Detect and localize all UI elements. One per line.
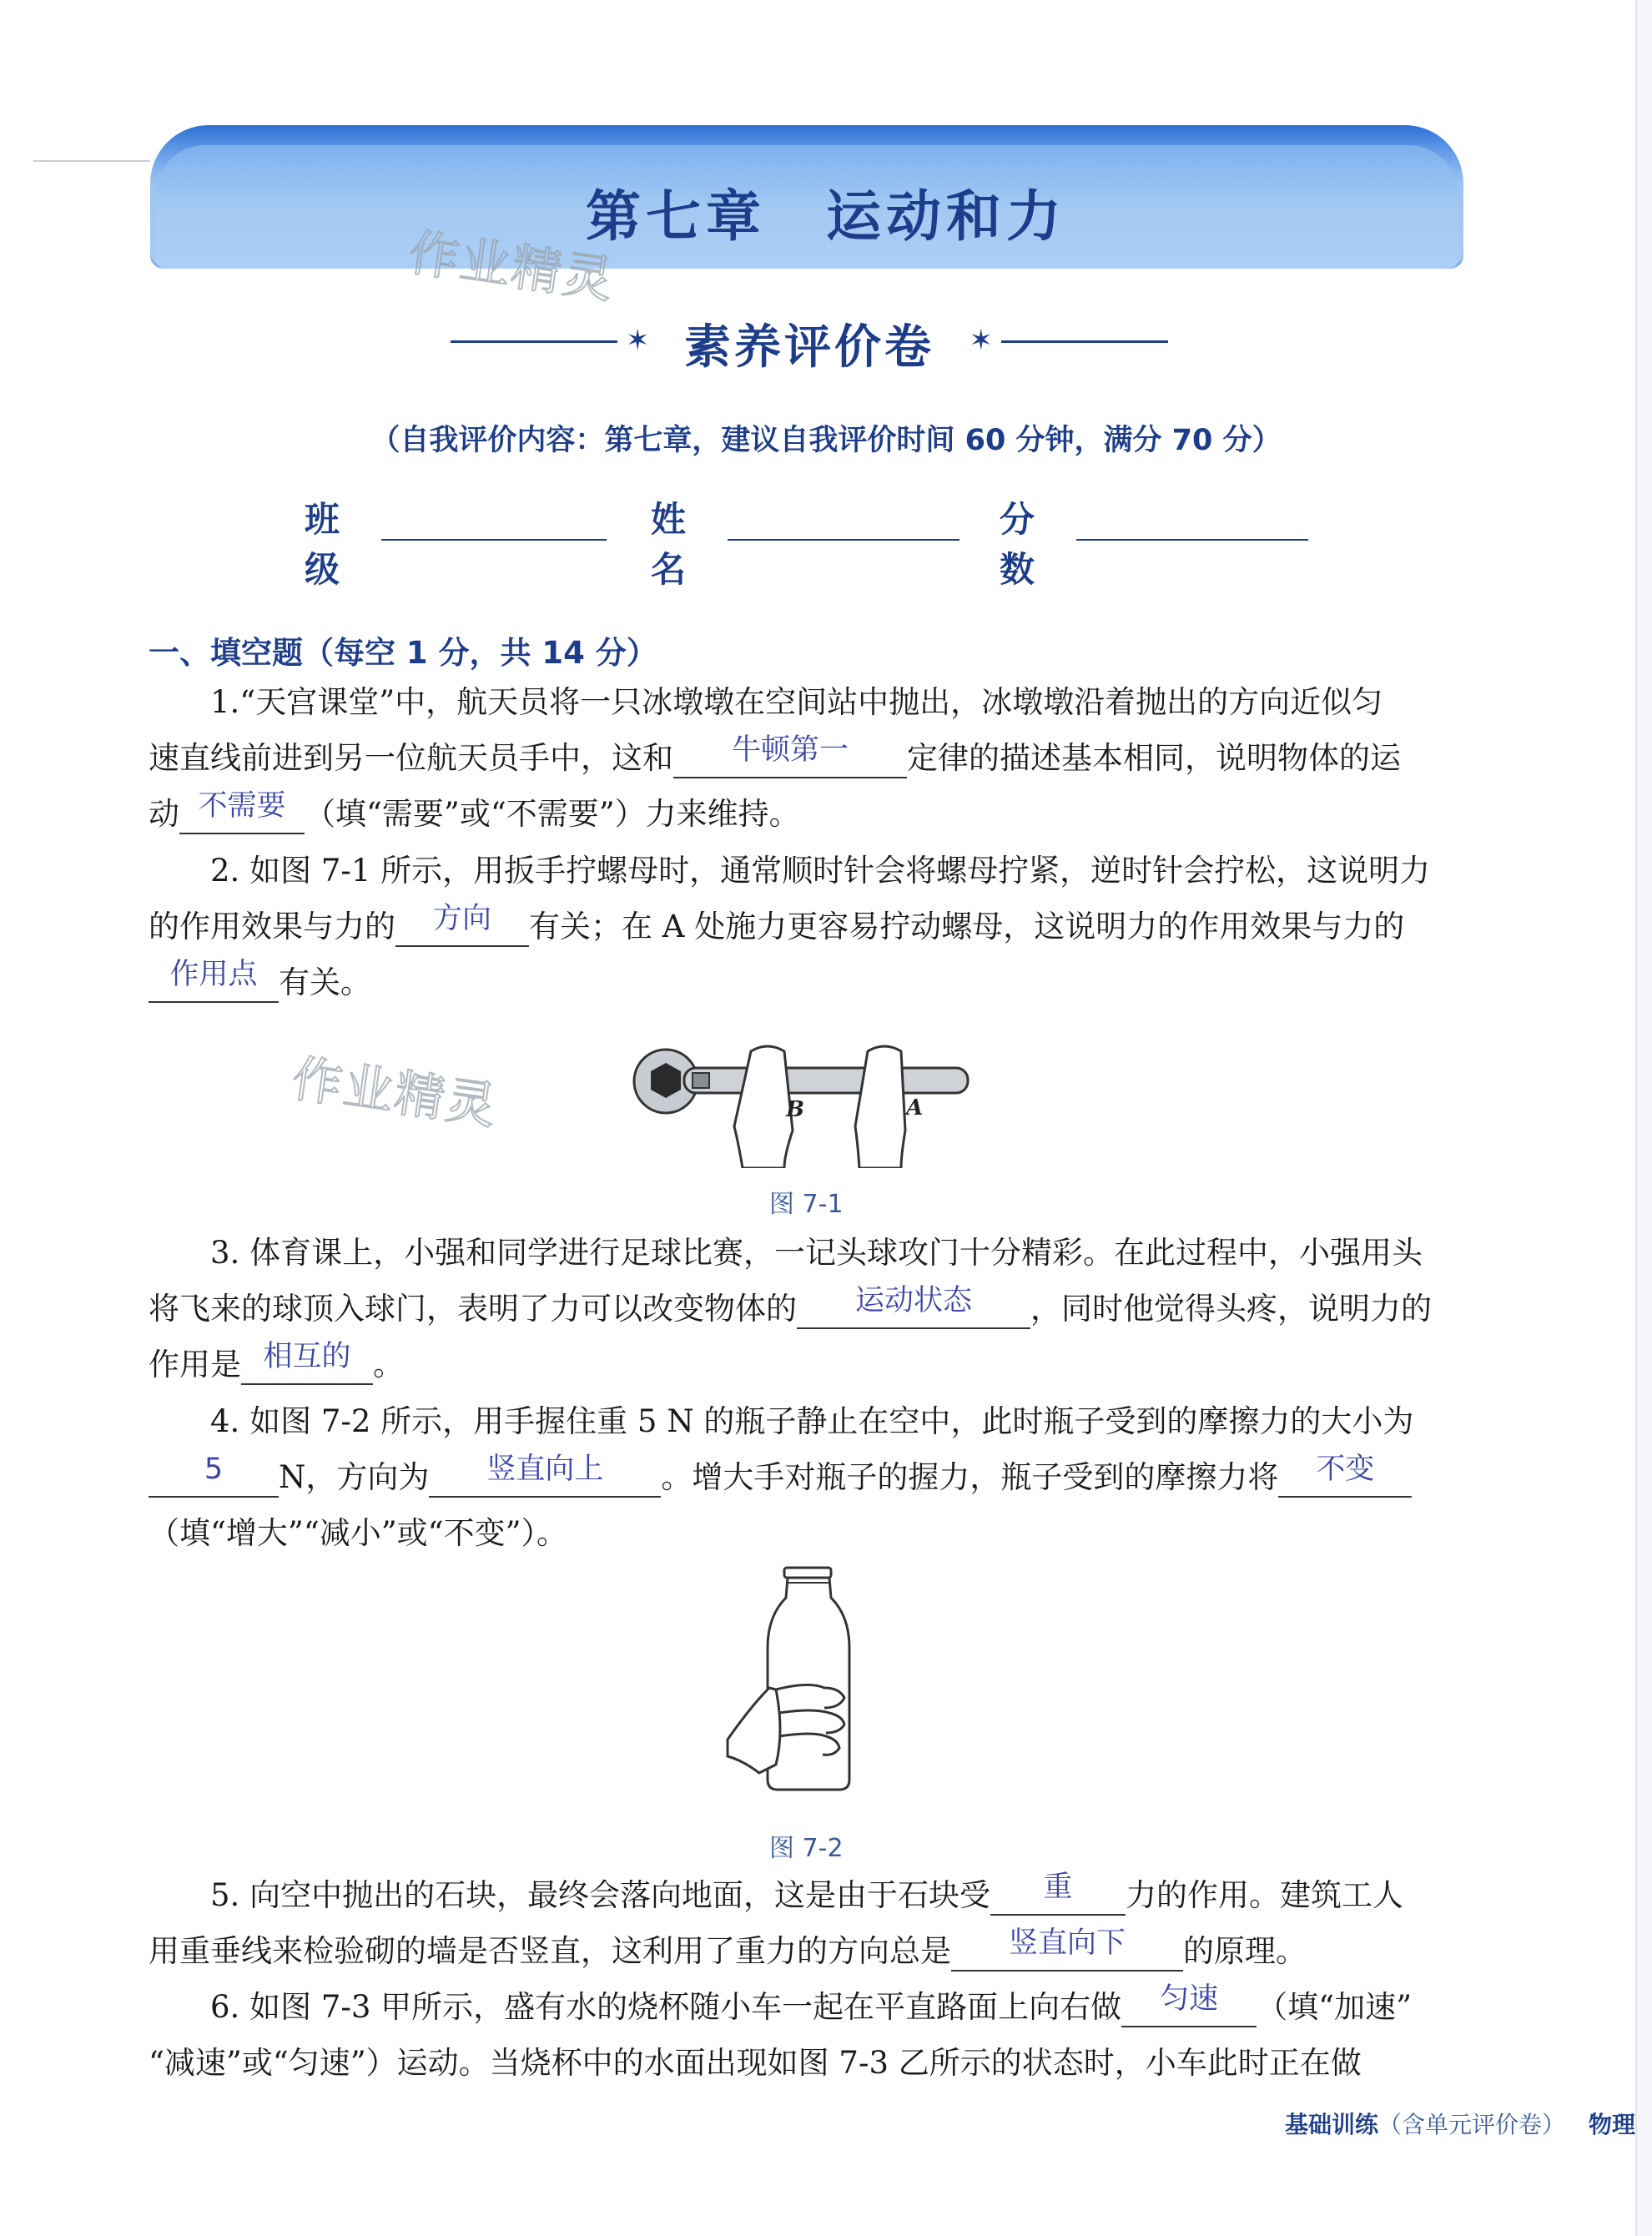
q6-line2: “减速”或“匀速”）运动。当烧杯中的水面出现如图 7-3 乙所示的状态时，小车此时正在做 xyxy=(149,2045,1362,2081)
q5-blank1[interactable] xyxy=(990,1871,1126,1916)
name-label: 姓名 xyxy=(651,499,687,590)
label-b: B xyxy=(786,1097,804,1122)
star-icon: ✶ xyxy=(626,324,650,357)
q4-answer1: 5 xyxy=(204,1453,224,1486)
star-icon: ✶ xyxy=(969,324,993,357)
class-blank[interactable] xyxy=(381,539,607,541)
fig-7-2-caption: 图 7-2 xyxy=(769,1834,844,1863)
q1-line2: 速直线前进到另一位航天员手中，这和 牛顿第一 定律的描述基本相同，说明物体的运 xyxy=(149,738,1467,778)
q4-blank1[interactable] xyxy=(149,1453,279,1498)
q2-blank1[interactable] xyxy=(395,902,529,947)
q2-answer2: 作用点 xyxy=(169,958,258,991)
bottle-figure xyxy=(726,1564,859,1798)
q4-line1: 4. 如图 7-2 所示，用手握住重 5 N 的瓶子静止在空中，此时瓶子受到的摩擦力的大小为 xyxy=(210,1403,1414,1439)
q5-blank2[interactable] xyxy=(951,1926,1183,1972)
q5-answer1: 重 xyxy=(1043,1871,1073,1904)
q3-answer2: 相互的 xyxy=(263,1340,351,1373)
q1-blank2[interactable] xyxy=(179,789,305,834)
class-label: 班级 xyxy=(305,499,340,590)
q3-answer1: 运动状态 xyxy=(854,1284,972,1317)
label-a: A xyxy=(906,1095,924,1121)
q1-answer1: 牛顿第一 xyxy=(731,733,849,767)
watermark: 作业精灵 xyxy=(405,224,618,310)
subtitle: 素养评价卷 xyxy=(684,320,934,375)
q5-line2: 用重垂线来检验砌的墙是否竖直，这利用了重力的方向总是 竖直向下 的原理。 xyxy=(149,1931,1467,1972)
footer-sub: （含单元评价卷） xyxy=(1378,2111,1566,2138)
wrench-figure xyxy=(626,1035,993,1168)
q1-line3: 动 不需要 （填“需要”或“不需要”）力来维持。 xyxy=(149,794,1467,834)
q1-blank1[interactable] xyxy=(673,733,907,778)
q4-answer2: 竖直向上 xyxy=(486,1453,604,1486)
q3-line3: 作用是 相互的 。 xyxy=(149,1345,1467,1385)
q4-blank2[interactable] xyxy=(429,1453,661,1498)
q2-line2: 的作用效果与力的 方向 有关；在 A 处施力更容易拧动螺母，这说明力的作用效果与力的 xyxy=(149,907,1467,947)
score-label: 分数 xyxy=(1000,499,1035,590)
q3-blank1[interactable] xyxy=(797,1284,1030,1329)
q5-answer2: 竖直向下 xyxy=(1008,1926,1126,1960)
q1-answer2: 不需要 xyxy=(198,789,286,823)
q4-blank3[interactable] xyxy=(1278,1453,1412,1498)
q4-line3: （填“增大”“减小”或“不变”）。 xyxy=(149,1515,567,1551)
q2-answer1: 方向 xyxy=(432,902,491,935)
bottle-icon xyxy=(768,1568,849,1790)
chapter-title: 第七章 运动和力 xyxy=(586,184,1066,249)
subtitle-row xyxy=(451,310,1168,375)
subtitle-rule-right xyxy=(1001,340,1168,343)
q5-line1: 5. 向空中抛出的石块，最终会落向地面，这是由于石块受 重 力的作用。建筑工人 xyxy=(210,1876,1529,1916)
hand-icon xyxy=(734,1046,905,1168)
q1-line1: 1.“天宫课堂”中，航天员将一只冰墩墩在空间站中抛出，冰墩墩沿着抛出的方向近似匀 xyxy=(210,684,1383,720)
footer-subject: 物理 xyxy=(1589,2111,1636,2138)
section-heading: 一、填空题（每空 1 分，共 14 分） xyxy=(149,635,657,671)
watermark: 作业精灵 xyxy=(288,1050,501,1136)
q4-line2: 5 N，方向为 竖直向上 。增大手对瓶子的握力，瓶子受到的摩擦力将 不变 xyxy=(149,1458,1467,1498)
q6-blank1[interactable] xyxy=(1121,1982,1257,2027)
eval-note: （自我评价内容：第七章，建议自我评价时间 60 分钟，满分 70 分） xyxy=(370,424,1282,457)
q3-line1: 3. 体育课上，小强和同学进行足球比赛，一记头球攻门十分精彩。在此过程中，小强用头 xyxy=(210,1235,1423,1271)
page-footer xyxy=(1285,2107,1635,2140)
q6-answer1: 匀速 xyxy=(1160,1982,1219,2016)
q6-line1: 6. 如图 7-3 甲所示，盛有水的烧杯随小车一起在平直路面上向右做 匀速 （填“加速” xyxy=(210,1987,1529,2027)
page-edge xyxy=(1635,0,1652,2236)
score-blank[interactable] xyxy=(1076,539,1308,541)
footer-book: 基础训练 xyxy=(1285,2111,1379,2138)
name-blank[interactable] xyxy=(728,539,959,541)
q4-answer3: 不变 xyxy=(1316,1453,1375,1486)
q2-line1: 2. 如图 7-1 所示，用扳手拧螺母时，通常顺时针会将螺母拧紧，逆时针会拧松，这说明力 xyxy=(210,853,1431,889)
header-rule xyxy=(33,160,150,162)
q3-line2: 将飞来的球顶入球门，表明了力可以改变物体的 运动状态 ，同时他觉得头疼，说明力的 xyxy=(149,1289,1467,1329)
q2-line3: 作用点 有关。 xyxy=(149,963,1467,1003)
fig-7-1-caption: 图 7-1 xyxy=(769,1190,844,1219)
